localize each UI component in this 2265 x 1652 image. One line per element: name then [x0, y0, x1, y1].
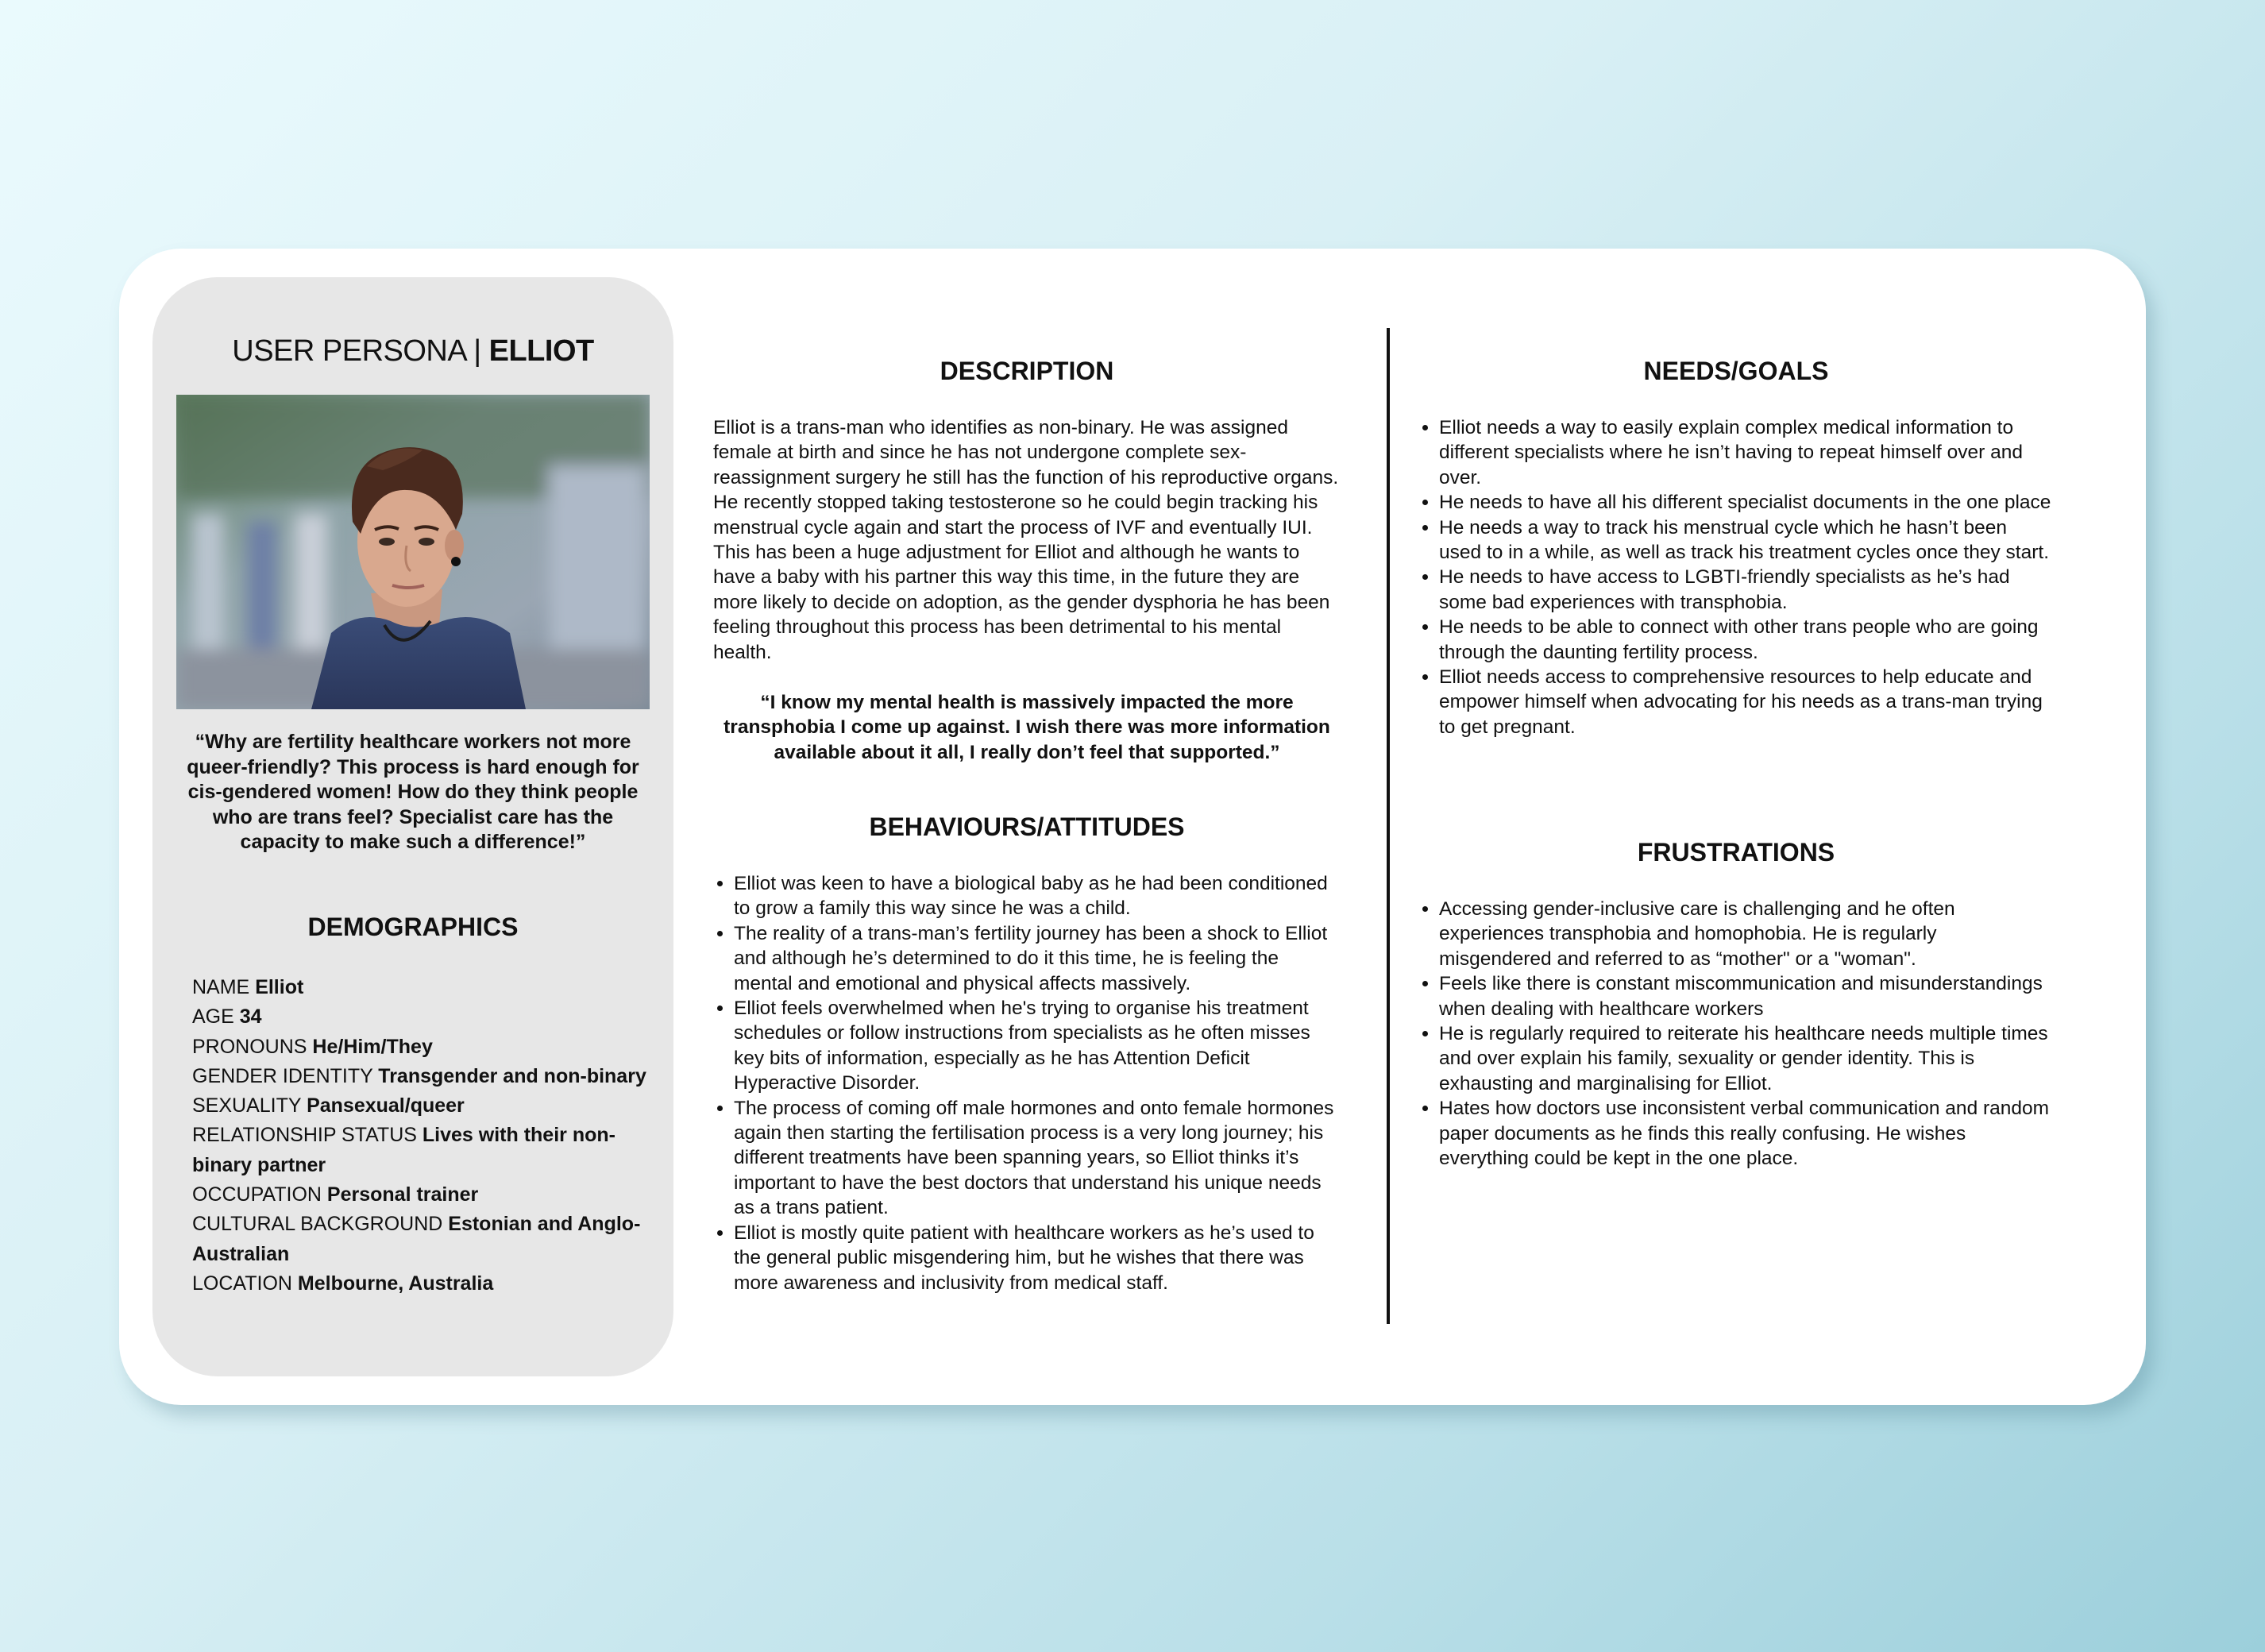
demographic-label: CULTURAL BACKGROUND: [192, 1213, 443, 1236]
list-item: • Accessing gender-inclusive care is challenging and he often experiences transphobia and homophobia. He is regularly misgendered and referred to as “mother" or a "woman".: [1439, 897, 2054, 971]
list-item: • Elliot feels overwhelmed when he's trying to organise his treatment schedules or follow instructions from specialists as he often misses key bits of information, especially as he has Attention Deficit Hyperactive Disorder.: [734, 996, 1341, 1096]
persona-title: [152, 334, 673, 369]
demographic-pronouns: [192, 1032, 653, 1062]
demographic-value: Estonian and Anglo-Australian: [192, 1213, 641, 1265]
description-quote: “I know my mental health is massively impacted the more transphobia I come up against. I wish there was more information available about it all, I really don’t feel that supported.”: [723, 692, 1330, 763]
demographic-gender-identity: [192, 1062, 653, 1091]
demographic-value: 34: [239, 1005, 262, 1029]
needs-heading: NEEDS/GOALS: [1643, 357, 1829, 385]
demographic-label: OCCUPATION: [192, 1183, 322, 1206]
demographic-label: LOCATION: [192, 1272, 292, 1295]
demographics-list: [192, 973, 653, 1299]
list-item: • The process of coming off male hormones and onto female hormones again then starting the fertilisation process is a very long journey; his different treatments have been spanning years, so Elliot thinks it’s important to have the best doctors that understand his unique needs as a trans patient.: [734, 1096, 1341, 1221]
list-item: • He needs to have access to LGBTI-friendly specialists as he’s had some bad experiences with transphobia.: [1439, 565, 2054, 615]
persona-card: [119, 249, 2146, 1405]
demographic-name: [192, 973, 653, 1002]
list-item: • Hates how doctors use inconsistent verbal communication and random paper documents as he finds this really confusing. He wishes everything could be kept in the one place.: [1439, 1096, 2054, 1171]
persona-title-prefix: USER PERSONA: [232, 334, 466, 368]
demographic-value: He/Him/They: [312, 1035, 433, 1058]
demographic-label: PRONOUNS: [192, 1035, 307, 1058]
frustrations-heading: FRUSTRATIONS: [1637, 838, 1835, 867]
list-item: • He needs to be able to connect with other trans people who are going through the daunting fertility process.: [1439, 615, 2054, 665]
demographic-label: GENDER IDENTITY: [192, 1064, 373, 1087]
list-item: • The reality of a trans-man’s fertility journey has been a shock to Elliot and although he’s determined to do it this time, he is feeling the mental and emotional and physical affects massively.: [734, 921, 1341, 996]
demographic-value: Elliot: [255, 976, 304, 998]
list-item: • Elliot needs access to comprehensive resources to help educate and empower himself when advocating for his needs as a trans-man trying to get pregnant.: [1439, 665, 2054, 739]
demographic-age: [192, 1002, 653, 1032]
demographic-value: Melbourne, Australia: [297, 1272, 494, 1295]
demographic-occupation: [192, 1180, 653, 1210]
demographic-relationship-status: [192, 1121, 653, 1180]
persona-quote: “Why are fertility healthcare workers not more queer-friendly? This process is hard enough for cis-gendered women! How do they think people who are trans feel? Specialist care has the capacity to make such a difference!”: [187, 731, 639, 853]
demographic-sexuality: [192, 1091, 653, 1121]
persona-title-name: ELLIOT: [488, 334, 594, 368]
column-divider: [1387, 328, 1390, 1324]
demographic-label: RELATIONSHIP STATUS: [192, 1124, 417, 1147]
demographic-location: [192, 1269, 653, 1299]
demographic-value: Personal trainer: [326, 1183, 479, 1206]
list-item: • Elliot was keen to have a biological baby as he had been conditioned to grow a family this way since he was a child.: [734, 871, 1341, 921]
list-item: • He needs to have all his different specialist documents in the one place: [1439, 490, 2054, 515]
behaviours-list: [713, 871, 1341, 1295]
description-heading: DESCRIPTION: [940, 357, 1114, 385]
demographic-cultural-background: [192, 1210, 653, 1269]
needs-list: [1418, 415, 2054, 739]
list-item: • Elliot needs a way to easily explain complex medical information to different specialists where he isn’t having to repeat himself over and over.: [1439, 415, 2054, 490]
demographic-value: Lives with their non-binary partner: [192, 1124, 615, 1176]
persona-title-separator: |: [473, 334, 481, 368]
frustrations-list: [1418, 897, 2054, 1171]
demographic-label: SEXUALITY: [192, 1094, 302, 1117]
demographics-heading: DEMOGRAPHICS: [307, 913, 519, 941]
list-item: • He needs a way to track his menstrual cycle which he hasn’t been used to in a while, as well as track his treatment cycles once they start.: [1439, 515, 2054, 565]
persona-photo: [176, 395, 650, 709]
demographic-value: Pansexual/queer: [307, 1094, 465, 1117]
list-item: • Feels like there is constant miscommunication and misunderstandings when dealing with healthcare workers: [1439, 971, 2054, 1021]
list-item: • Elliot is mostly quite patient with healthcare workers as he’s used to the general public misgendering him, but he wishes that there was more awareness and inclusivity from medical staff.: [734, 1221, 1341, 1295]
demographic-label: AGE: [192, 1005, 234, 1029]
list-item: • He is regularly required to reiterate his healthcare needs multiple times and over explain his family, sexuality or gender identity. This is exhausting and marginalising for Elliot.: [1439, 1021, 2054, 1096]
demographic-value: Transgender and non-binary: [378, 1064, 646, 1087]
behaviours-heading: BEHAVIOURS/ATTITUDES: [869, 812, 1185, 841]
persona-sidebar: [152, 277, 673, 1376]
description-text: Elliot is a trans-man who identifies as non-binary. He was assigned female at birth and since he has not undergone complete sex-reassignment surgery he still has the function of his reproductive organs. He recently stopped taking testosterone so he could begin tracking his menstrual cycle again and start the process of IVF and eventually IUI. This has been a huge adjustment for Elliot and although he wants to have a baby with his partner this way this time, in the future they are more likely to decide on adoption, as the gender dysphoria he has been feeling throughout this process has been detrimental to his mental health.: [713, 417, 1339, 663]
demographic-label: NAME: [192, 976, 250, 998]
